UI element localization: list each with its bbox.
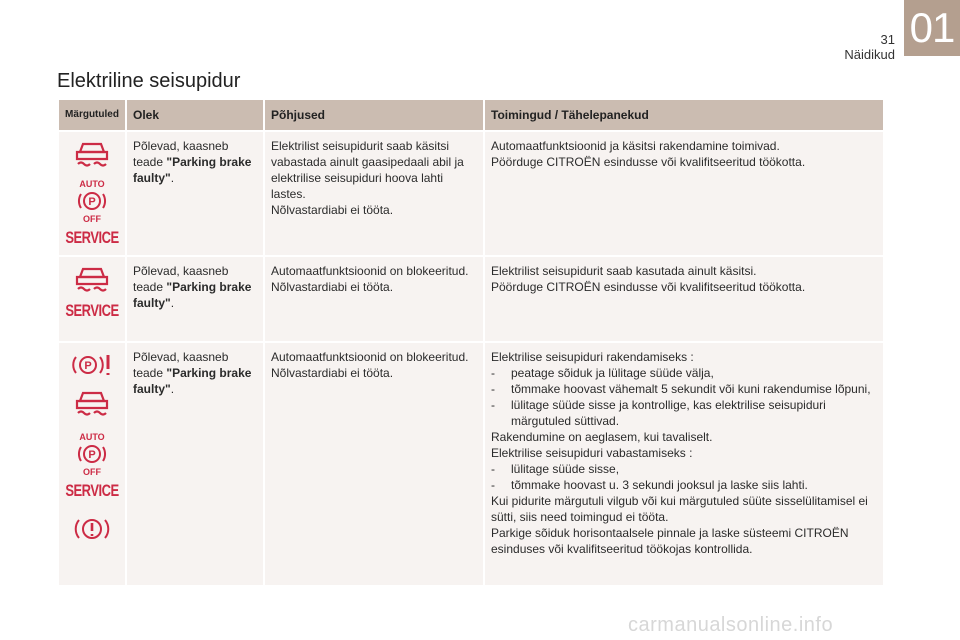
svg-text:P: P <box>88 449 96 461</box>
table-header-row <box>59 100 883 130</box>
column-header-lights: Märgutuled <box>59 100 125 130</box>
column-header-causes: Põhjused <box>265 100 483 130</box>
service-icon: SERVICE <box>65 481 119 500</box>
list-item: - tõmmake hoovast vähemalt 5 sekundit või kuni rakendumise lõpuni, <box>491 382 871 396</box>
section-name: Näidikud <box>844 47 895 62</box>
warning-icons-cell <box>59 257 125 341</box>
causes-cell: Automaatfunktsioonid on blokeeritud. Nõlvastardiabi ei tööta. <box>265 257 483 341</box>
auto-p-off-icon <box>75 431 109 477</box>
table-row <box>59 257 883 341</box>
table-row <box>59 132 883 255</box>
actions-cell: Automaatfunktsioonid ja käsitsi rakendamine toimivad. Pöörduge CITROËN esindusse või kvalifitseeritud töökotta. <box>485 132 883 255</box>
auto-p-off-icon <box>75 178 109 224</box>
page-number: 31 <box>880 32 895 47</box>
service-icon: SERVICE <box>65 301 119 320</box>
warning-icons-cell <box>59 343 125 585</box>
list-item: - peatage sõiduk ja lülitage süüde välja, <box>491 366 714 380</box>
svg-text:P: P <box>88 196 96 208</box>
list-item: - lülitage süüde sisse ja kontrollige, kas elektrilise seisupiduri märgutuled süttivad. <box>491 398 826 428</box>
warning-icons-cell <box>59 132 125 255</box>
causes-cell: Elektrilist seisupidurit saab käsitsi vabastada ainult gaasipedaali abil ja elektrilise seisupiduri hoova lahti lastes. Nõlvastardiabi ei tööta. <box>265 132 483 255</box>
table-row <box>59 343 883 585</box>
svg-text:OFF: OFF <box>83 467 101 477</box>
service-icon: SERVICE <box>65 228 119 247</box>
svg-text:AUTO: AUTO <box>79 432 105 442</box>
svg-text:AUTO: AUTO <box>79 179 105 189</box>
state-cell: Põlevad, kaasneb teade "Parking brake faulty". <box>127 257 263 341</box>
list-item: - tõmmake hoovast u. 3 sekundi jooksul ja laske siis lahti. <box>491 478 808 492</box>
actions-cell: Elektrilist seisupidurit saab kasutada ainult käsitsi. Pöörduge CITROËN esindusse või kvalifitseeritud töökotta. <box>485 257 883 341</box>
page-title: Elektriline seisupidur <box>57 70 241 92</box>
warning-lights-table <box>57 98 885 587</box>
chapter-tab: 01 <box>904 0 960 56</box>
list-item: - lülitage süüde sisse, <box>491 462 620 476</box>
state-cell: Põlevad, kaasneb teade "Parking brake faulty". <box>127 132 263 255</box>
esp-skid-icon <box>72 140 112 172</box>
watermark: carmanualsonline.info <box>628 614 834 636</box>
svg-text:P: P <box>84 360 92 372</box>
state-cell: Põlevad, kaasneb teade "Parking brake faulty". <box>127 343 263 585</box>
esp-skid-icon <box>72 265 112 297</box>
actions-cell: Elektrilise seisupiduri rakendamiseks : - peatage sõiduk ja lülitage süüde välja, - tõmmake hoovast vähemalt 5 sekundit või kuni rakendumise lõpuni, - lülitage süüde sisse ja kontrollige, kas elektrilise seisupiduri märgutuled süttivad. Rakendumine on aeglasem, kui tavaliselt. Elektrilise seisupiduri vabastamiseks : - lülitage süüde sisse, - tõmmake hoovast u. 3 sekundi jooksul ja laske siis lahti. Kui pidurite märgutuli vilgub või kui märgutuled süüte sisselülitamisel ei sütti, siis need toimingud ei tööta. Parkige sõiduk horisontaalsele pinnale ja laske süsteemi CITROËN esinduses või kvalifitseeritud töökojas kontrollida. <box>485 343 883 585</box>
causes-cell: Automaatfunktsioonid on blokeeritud. Nõlvastardiabi ei tööta. <box>265 343 483 585</box>
svg-text:OFF: OFF <box>83 214 101 224</box>
column-header-actions: Toimingud / Tähelepanekud <box>485 100 883 130</box>
parking-brake-alert-icon <box>70 351 114 379</box>
brake-alert-icon <box>74 515 110 543</box>
column-header-state: Olek <box>127 100 263 130</box>
esp-skid-icon <box>72 389 112 421</box>
